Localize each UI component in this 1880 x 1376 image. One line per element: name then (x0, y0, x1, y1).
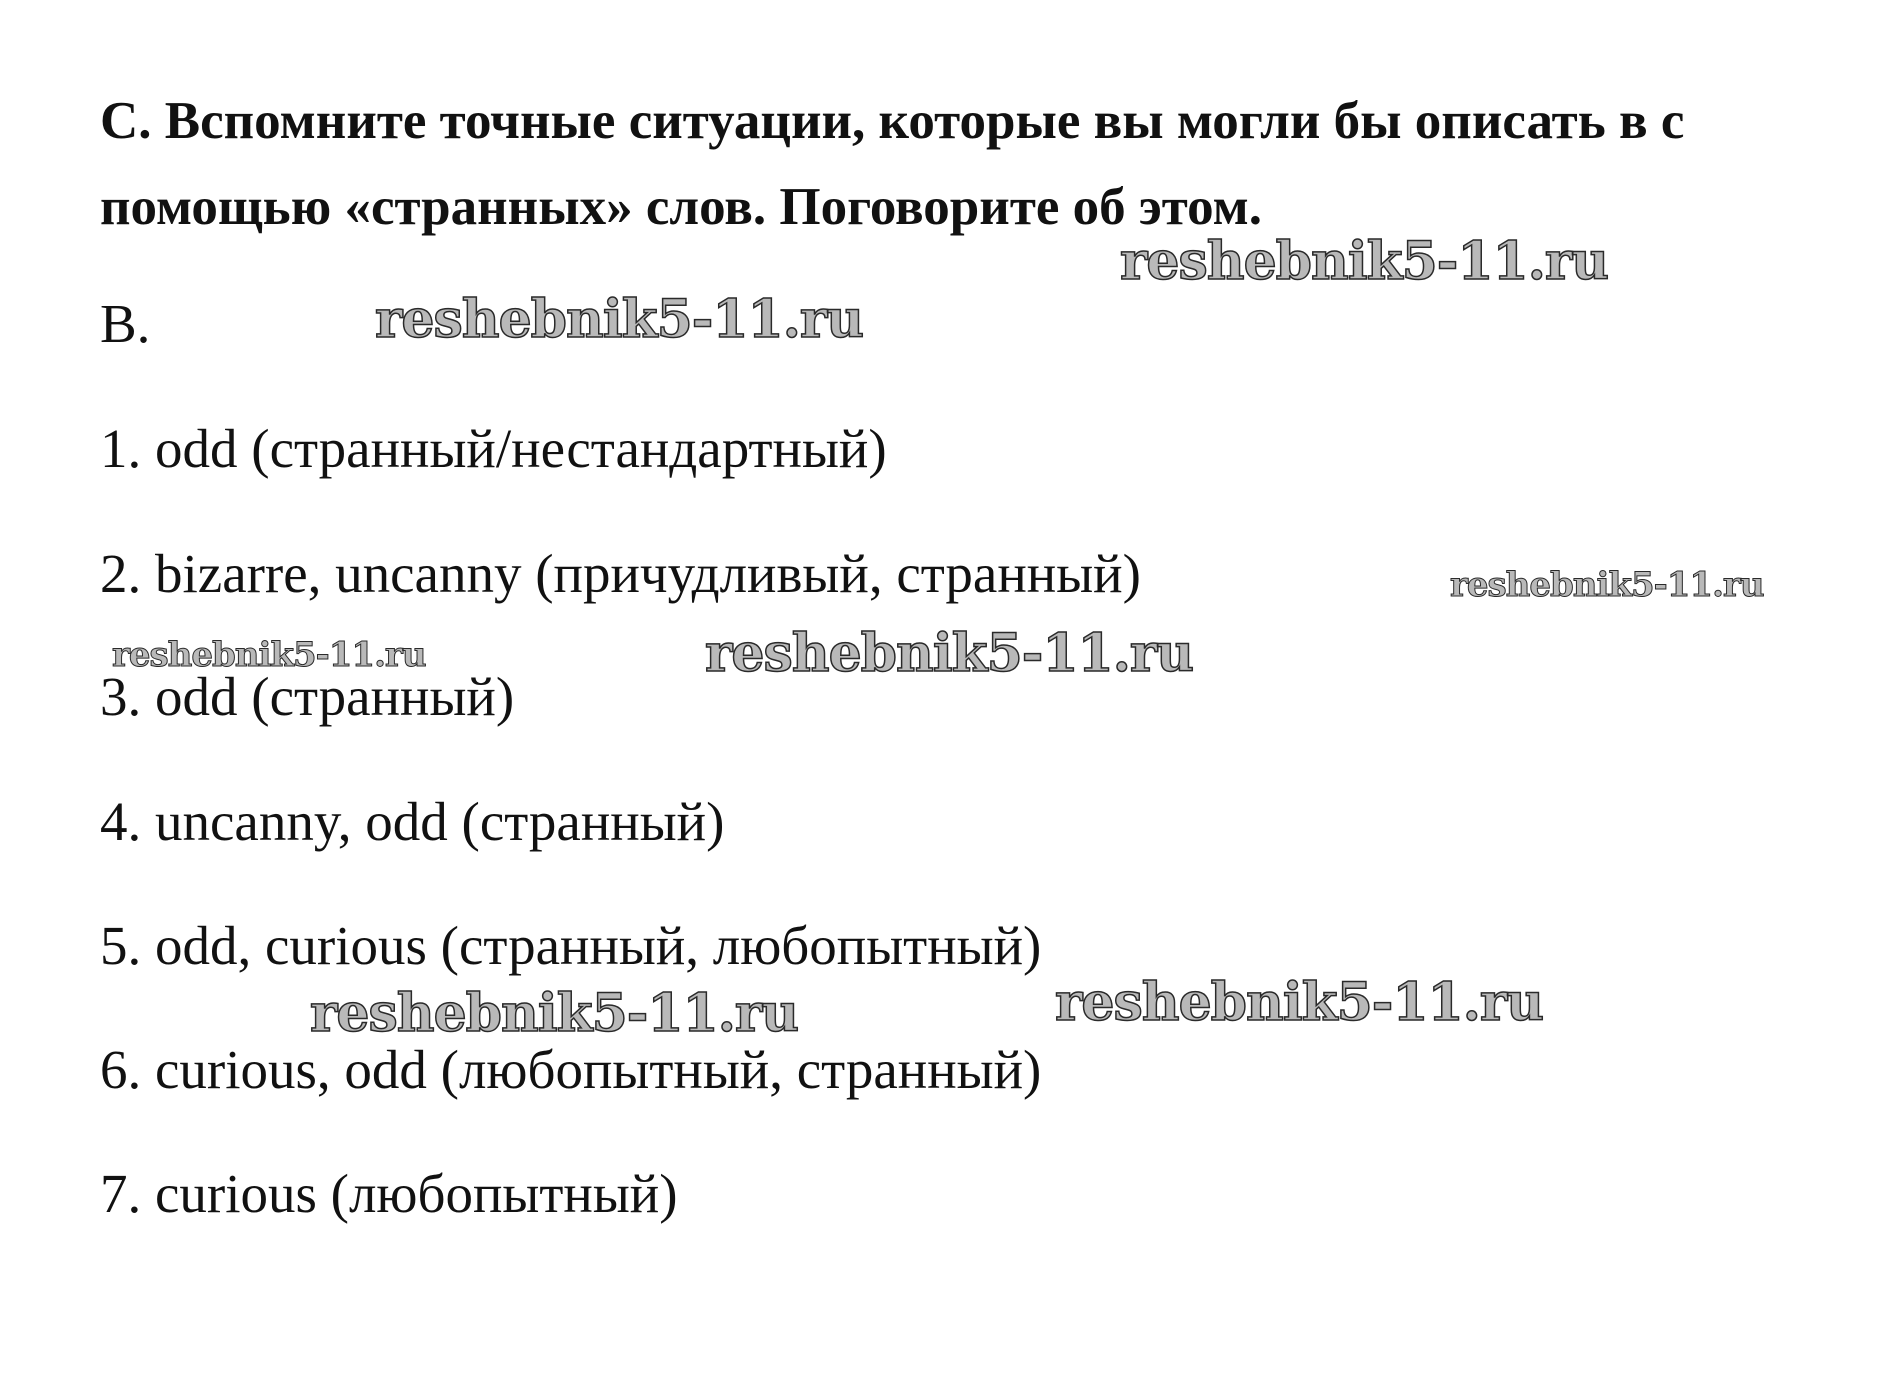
watermark: reshebnik5-11.ru (375, 289, 864, 350)
answer-item: 3. odd (странный) (100, 666, 515, 727)
watermark: reshebnik5-11.ru (1120, 231, 1609, 292)
answer-item: 4. uncanny, odd (странный) (100, 791, 725, 852)
watermark: reshebnik5-11.ru (112, 635, 426, 675)
watermark: reshebnik5-11.ru (705, 623, 1194, 684)
section-label: В. (100, 293, 151, 354)
answer-item: 6. curious, odd (любопытный, странный) (100, 1039, 1042, 1100)
watermark: reshebnik5-11.ru (1450, 565, 1764, 605)
answer-item: 1. odd (странный/нестандартный) (100, 418, 887, 479)
answer-item: 5. odd, curious (странный, любопытный) (100, 915, 1042, 976)
watermark: reshebnik5-11.ru (1055, 972, 1544, 1033)
answer-item: 2. bizarre, uncanny (причудливый, странный) (100, 543, 1141, 604)
answer-item: 7. curious (любопытный) (100, 1163, 678, 1224)
watermark: reshebnik5-11.ru (310, 983, 799, 1044)
task-heading: С. Вспомните точные ситуации, которые вы могли бы описать в с помощью «странных» слов. Поговорите об этом. (100, 92, 1685, 236)
